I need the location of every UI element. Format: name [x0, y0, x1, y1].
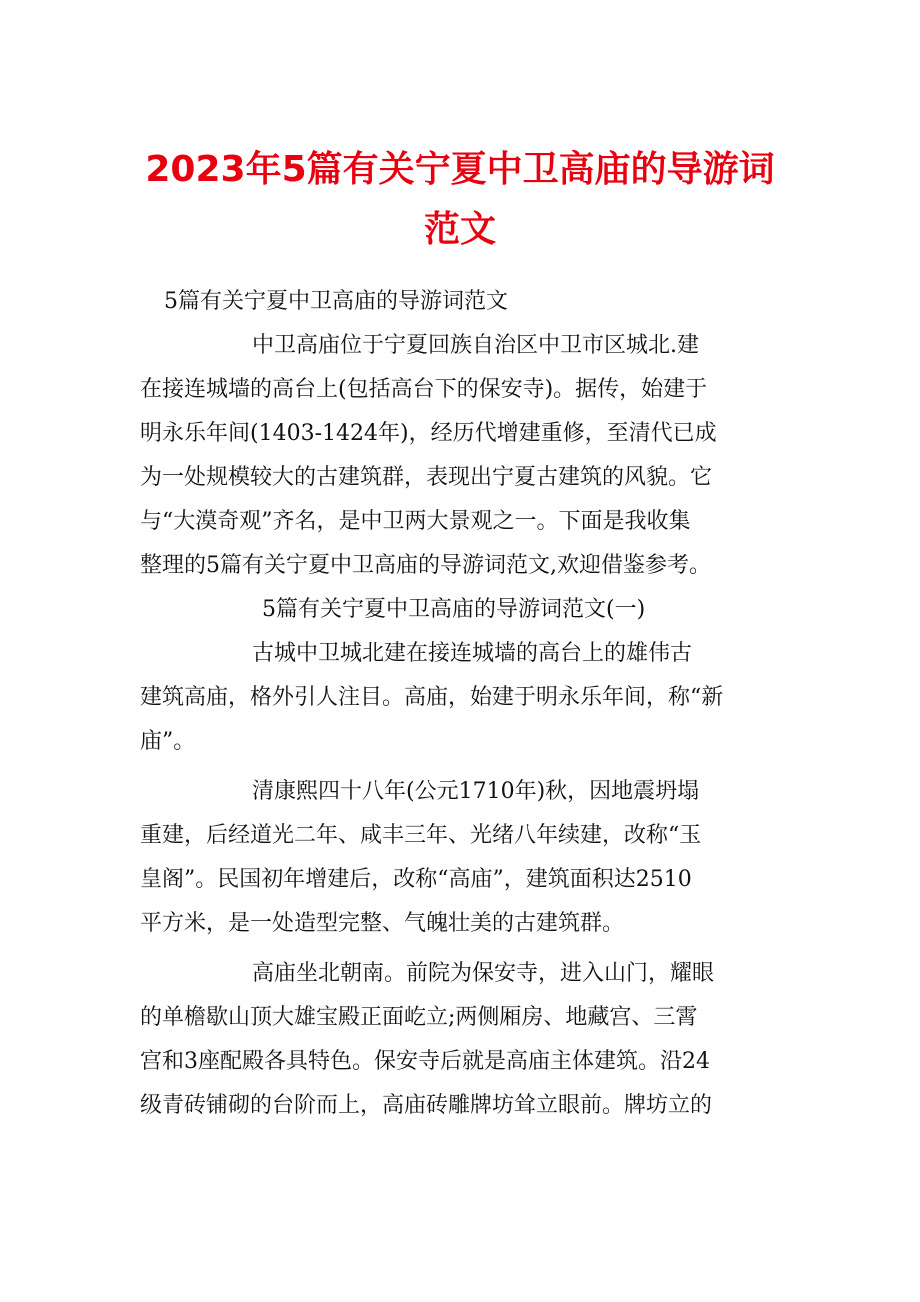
paragraph-line: 古城中卫城北建在接连城墙的高台上的雄伟古 [252, 641, 693, 666]
intro-line: 明永乐年间(1403-1424年)，经历代增建重修，至清代已成 [140, 421, 717, 446]
intro-line: 在接连城墙的高台上(包括高台下的保安寺)。据传，始建于 [140, 377, 708, 402]
paragraph-line: 级青砖铺砌的台阶而上，高庙砖雕牌坊耸立眼前。牌坊立的 [140, 1093, 713, 1118]
intro-line: 为一处规模较大的古建筑群，表现出宁夏古建筑的风貌。它 [140, 465, 713, 490]
intro-line: 整理的5篇有关宁夏中卫高庙的导游词范文,欢迎借鉴参考。 [140, 553, 711, 578]
paragraph-line: 庙”。 [140, 729, 196, 754]
document-title: 2023年5篇有关宁夏中卫高庙的导游词范文 [145, 149, 775, 250]
section-heading: 5篇有关宁夏中卫高庙的导游词范文(一) [262, 597, 646, 622]
intro-line: 与“大漠奇观”齐名，是中卫两大景观之一。下面是我收集 [140, 509, 691, 534]
document-body [140, 280, 780, 1128]
paragraph-line: 高庙坐北朝南。前院为保安寺，进入山门，耀眼 [252, 961, 715, 986]
paragraph-line: 建筑高庙，格外引人注目。高庙，始建于明永乐年间，称“新 [140, 685, 724, 710]
paragraph-line: 重建，后经道光二年、咸丰三年、光绪八年续建，改称“玉 [140, 823, 702, 848]
paragraph-line: 的单檐歇山顶大雄宝殿正面屹立;两侧厢房、地藏宫、三霄 [140, 1005, 698, 1030]
intro-line: 中卫高庙位于宁夏回族自治区中卫市区城北.建 [252, 333, 699, 358]
paragraph-line: 宫和3座配殿各具特色。保安寺后就是高庙主体建筑。沿24 [140, 1049, 710, 1074]
paragraph-line: 皇阁”。民国初年增建后，改称“高庙”，建筑面积达2510 [140, 867, 692, 892]
paragraph-line: 清康熙四十八年(公元1710年)秋，因地震坍塌 [252, 779, 700, 804]
document-subtitle: 5篇有关宁夏中卫高庙的导游词范文 [164, 289, 508, 314]
paragraph-line: 平方米，是一处造型完整、气魄壮美的古建筑群。 [140, 911, 625, 936]
